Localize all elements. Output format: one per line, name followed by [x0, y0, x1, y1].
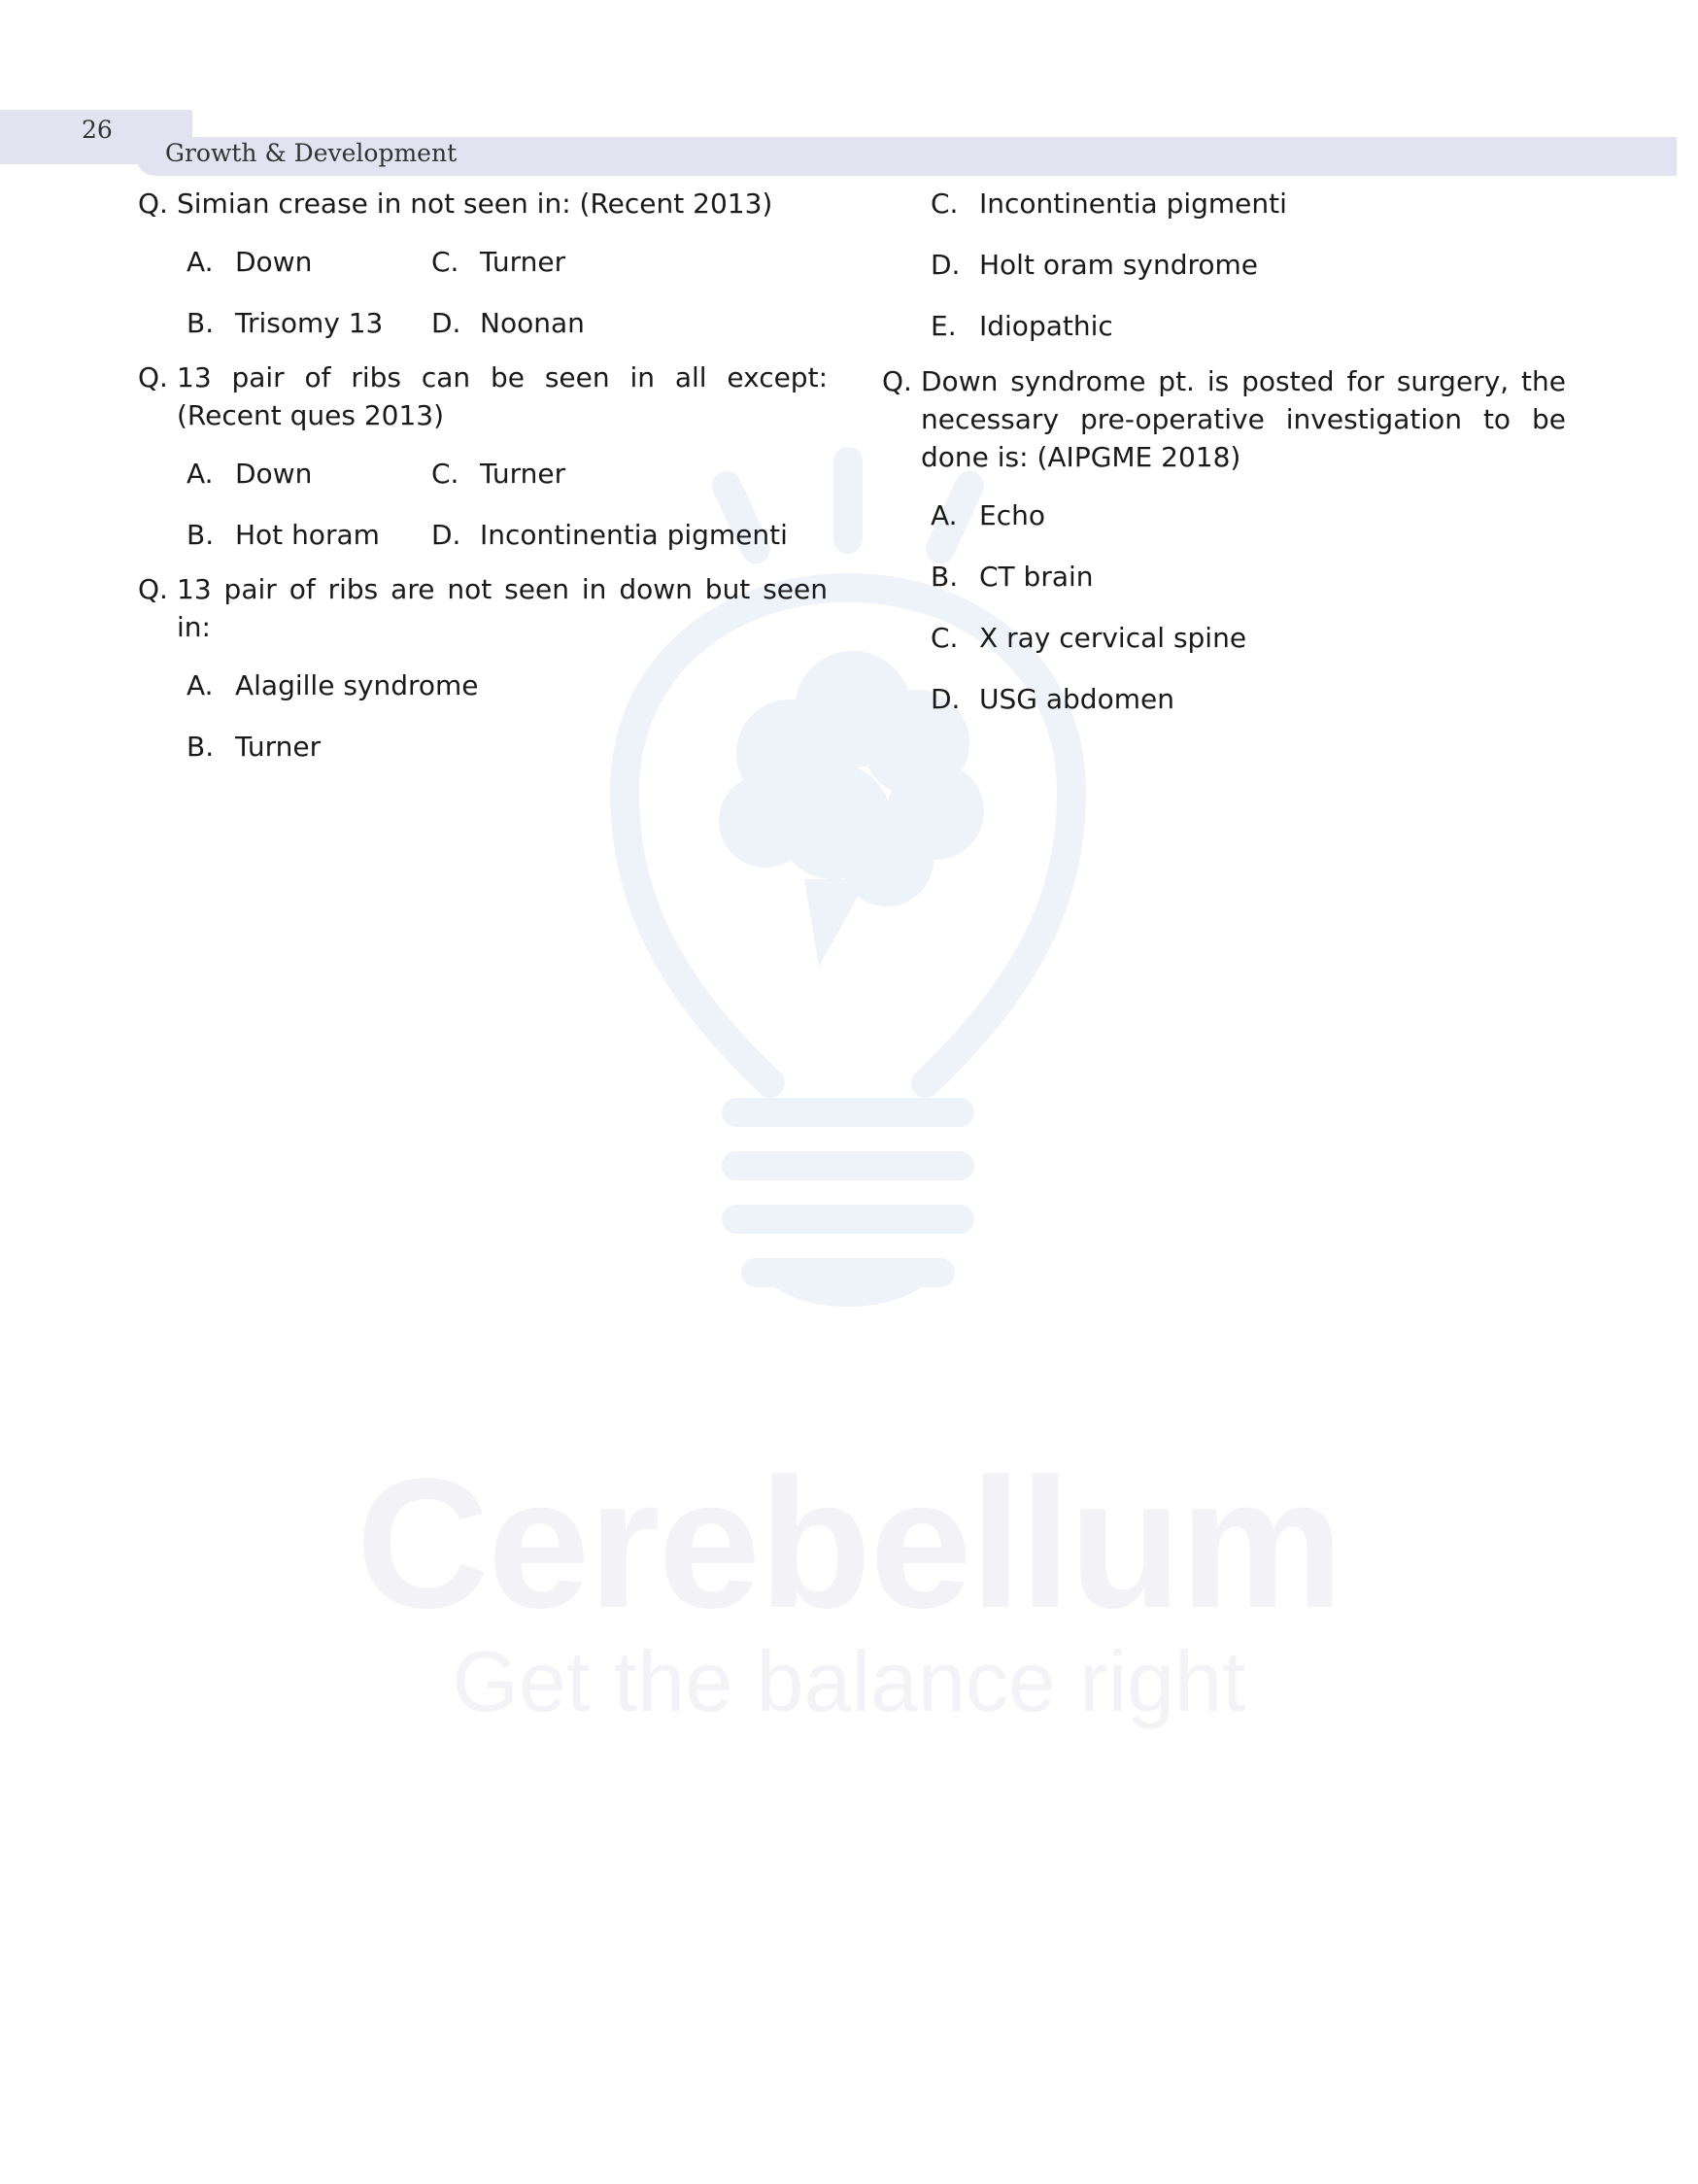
option-text: Holt oram syndrome: [979, 249, 1259, 281]
option-text: USG abdomen: [979, 683, 1174, 715]
option-b: [187, 304, 431, 343]
option-text: CT brain: [979, 561, 1094, 593]
option-text: Turner: [480, 246, 566, 278]
question-text: Simian crease in not seen in: (Recent 2013): [177, 188, 773, 220]
option-text: Alagille syndrome: [235, 669, 479, 701]
option-d: [431, 516, 788, 555]
left-column: [138, 185, 828, 789]
option-d: [431, 304, 723, 343]
question-prefix: Q.: [882, 365, 912, 397]
question-prefix: Q.: [138, 188, 168, 220]
option-b: [931, 558, 1566, 597]
question-prefix: Q.: [138, 573, 168, 605]
option-d: [931, 680, 1566, 719]
option-c: [431, 455, 723, 494]
watermark-brand: Cerebellum: [356, 1441, 1342, 1647]
question-text: Down syndrome pt. is posted for surgery, the necessary pre-operative investigation to be done is: (AIPGME 2018): [921, 365, 1566, 473]
option-letter: B.: [187, 519, 215, 551]
option-letter: B.: [187, 731, 215, 763]
option-a: [187, 455, 431, 494]
right-column: [882, 185, 1566, 741]
option-a: [931, 496, 1566, 535]
option-list: [187, 666, 828, 767]
option-letter: E.: [931, 310, 957, 342]
option-text: Down: [235, 246, 313, 278]
question-simian-crease: [138, 185, 828, 222]
chapter-title: Growth & Development: [165, 139, 458, 167]
option-letter: C.: [431, 458, 459, 490]
option-text: Trisomy 13: [235, 307, 384, 339]
option-letter: A.: [931, 499, 958, 531]
option-b: [187, 728, 828, 767]
option-text: Turner: [480, 458, 566, 490]
continued-option-list: [931, 185, 1566, 346]
option-list: [187, 243, 828, 343]
option-a: [187, 666, 828, 705]
option-text: Incontinentia pigmenti: [979, 188, 1287, 220]
option-letter: C.: [431, 246, 459, 278]
option-letter: A.: [187, 669, 214, 701]
option-text: Incontinentia pigmenti: [480, 519, 788, 551]
option-text: Turner: [235, 731, 322, 763]
option-text: Echo: [979, 499, 1045, 531]
option-list: [187, 455, 828, 555]
option-list: [931, 496, 1566, 719]
option-letter: A.: [187, 458, 214, 490]
option-c: [931, 619, 1566, 658]
option-text: X ray cervical spine: [979, 622, 1247, 654]
option-letter: C.: [931, 188, 959, 220]
option-e: [931, 307, 1566, 346]
question-13-pair-ribs-seen-in: [138, 570, 828, 646]
option-d: [931, 246, 1566, 285]
option-c: [431, 243, 723, 282]
option-c: [931, 185, 1566, 223]
option-text: Down: [235, 458, 313, 490]
option-a: [187, 243, 431, 282]
option-letter: B.: [931, 561, 959, 593]
option-letter: D.: [931, 249, 961, 281]
question-down-syndrome-preop: [882, 362, 1566, 476]
option-letter: B.: [187, 307, 215, 339]
option-letter: A.: [187, 246, 214, 278]
option-text: Noonan: [480, 307, 585, 339]
question-text: 13 pair of ribs are not seen in down but seen in:: [177, 573, 828, 643]
option-letter: D.: [431, 307, 461, 339]
option-text: Hot horam: [235, 519, 380, 551]
watermark-tagline: Get the balance right: [452, 1633, 1246, 1729]
option-letter: D.: [931, 683, 961, 715]
option-text: Idiopathic: [979, 310, 1113, 342]
option-letter: D.: [431, 519, 461, 551]
question-prefix: Q.: [138, 361, 168, 393]
option-letter: C.: [931, 622, 959, 654]
page-number: 26: [82, 116, 113, 144]
option-b: [187, 516, 431, 555]
question-13-pair-ribs-except: [138, 358, 828, 434]
question-text: 13 pair of ribs can be seen in all except: (Recent ques 2013): [177, 361, 828, 431]
